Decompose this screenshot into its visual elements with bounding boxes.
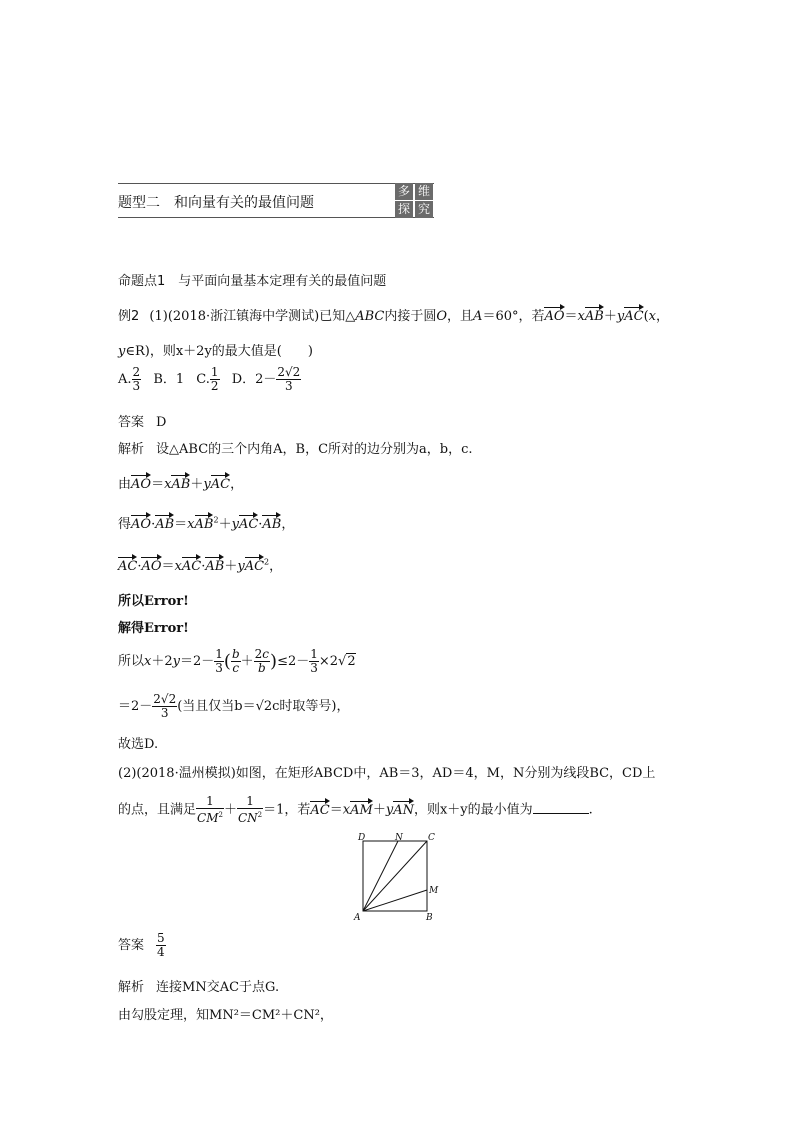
option-c-fraction: $\frac{1}{2}$ bbox=[210, 365, 219, 393]
step-2: 得AO·AB＝xAB$^2$＋yAC·AB， bbox=[118, 515, 295, 532]
example2-part2-line2: 的点，且满足 $\frac{1}{CM^2}$ ＋ $\frac{1}{CN^2}$ ＝1，若AC＝xAM＋yAN，则x＋y的最小值为 . bbox=[118, 794, 593, 825]
label-d: D bbox=[358, 833, 366, 843]
source-1: (1)(2018·浙江镇海中学测试) bbox=[149, 309, 320, 324]
option-a-fraction: $\frac{2}{3}$ bbox=[132, 365, 141, 393]
example2-part1-line1: 例2 (1)(2018·浙江镇海中学测试)已知△ABC内接于圆O，且A＝60°，若AO＝xAB＋yAC(x， bbox=[118, 309, 669, 324]
inequality-line: 所以x＋2y＝2－ $\frac{1}{3}$ ( $\frac{b}{c}$ ＋ $\frac{2c}{b}$ )≤2－ $\frac{1}{3}$ ×2√2 bbox=[118, 647, 356, 675]
example-label: 例2 bbox=[118, 309, 140, 324]
section-type-label: 题型二 bbox=[118, 195, 160, 211]
pythagoras-line: 由勾股定理，知MN²＝CM²＋CN²， bbox=[118, 1008, 333, 1023]
badge-duo: 多 bbox=[395, 183, 413, 200]
solve-error: 解得Error! bbox=[118, 621, 189, 636]
segment-an bbox=[363, 841, 398, 911]
header-bottom-rule bbox=[118, 217, 434, 218]
label-b: B bbox=[426, 913, 433, 923]
example2-part2-line1: (2)(2018·温州模拟)如图，在矩形ABCD中，AB＝3，AD＝4，M，N分别为线段BC，CD上 bbox=[118, 766, 656, 781]
section-title bbox=[118, 192, 314, 212]
option-d-fraction: $\frac{2√2}{3}$ bbox=[277, 365, 301, 393]
options-row: A. $\frac{2}{3}$ B．1 C. $\frac{1}{2}$ D．2－ $\frac{2√2}{3}$ bbox=[118, 365, 301, 393]
label-a: A bbox=[354, 913, 361, 923]
so-error: 所以Error! bbox=[118, 594, 189, 609]
equality-line: ＝2－ $\frac{2√2}{3}$ (当且仅当b＝√2c时取等号)， bbox=[118, 692, 350, 720]
analysis-1: 解析 设△ABC的三个内角A，B，C所对的边分别为a，b，c. bbox=[118, 442, 473, 457]
step-3: AC·AO＝xAC·AB＋yAC$^2$， bbox=[118, 557, 283, 574]
subsection-heading: 命题点1 与平面向量基本定理有关的最值问题 bbox=[118, 274, 387, 289]
badge-tan: 探 bbox=[395, 201, 413, 218]
badge-wei: 维 bbox=[415, 183, 433, 200]
answer-2: 答案 $\frac{5}{4}$ bbox=[118, 931, 165, 959]
choose-d: 故选D. bbox=[118, 737, 159, 752]
section-title-text: 和向量有关的最值问题 bbox=[174, 195, 314, 211]
label-c: C bbox=[428, 833, 435, 843]
answer-1: 答案 D bbox=[118, 415, 167, 430]
example2-part1-line2: y∈R)，则x＋2y的最大值是( ) bbox=[118, 344, 313, 359]
rectangle-figure bbox=[350, 830, 450, 925]
step-1: 由AO＝xAB＋yAC， bbox=[118, 477, 244, 492]
badge-jiu: 究 bbox=[415, 201, 433, 218]
answer-2-fraction: $\frac{5}{4}$ bbox=[157, 931, 165, 959]
label-m: M bbox=[429, 886, 439, 896]
label-n: N bbox=[395, 833, 403, 843]
answer-blank bbox=[533, 801, 589, 814]
header-top-rule bbox=[118, 183, 434, 184]
analysis-2: 解析 连接MN交AC于点G. bbox=[118, 980, 280, 995]
